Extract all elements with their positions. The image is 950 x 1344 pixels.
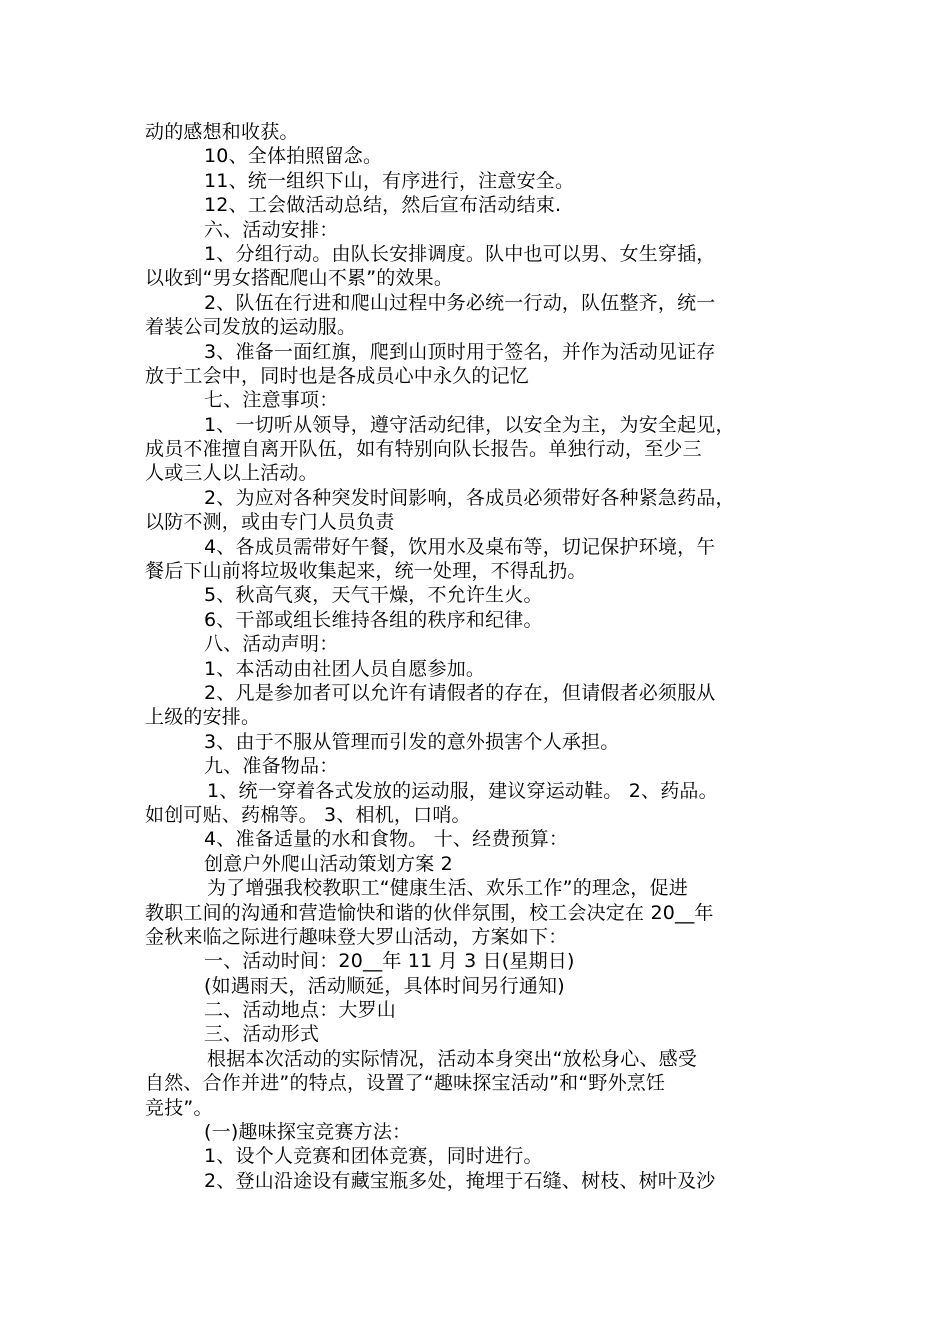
text-line: 金秋来临之际进行趣味登大罗山活动，方案如下： — [145, 925, 568, 948]
text-line: 八、活动声明： — [204, 633, 339, 656]
text-line: 六、活动安排： — [204, 218, 339, 241]
text-line: 着装公司发放的运动服。 — [145, 316, 357, 339]
text-line: 2、凡是参加者可以允许有请假者的存在，但请假者必须服从 — [204, 681, 716, 704]
text-line: 5、秋高气爽，天气干燥，不允许生火。 — [204, 584, 543, 607]
text-line: 2、队伍在行进和爬山过程中务必统一行动，队伍整齐，统一 — [204, 291, 716, 314]
text-line: 根据本次活动的实际情况，活动本身突出“放松身心、感受 — [207, 1047, 698, 1070]
text-line: 3、由于不服从管理而引发的意外损害个人承担。 — [204, 730, 620, 753]
text-line: 为了增强我校教职工“健康生活、欢乐工作”的理念，促进 — [207, 877, 688, 900]
text-line: 成员不准擅自离开队伍，如有特别向队长报告。单独行动，至少三 — [145, 438, 702, 461]
text-line: 放于工会中，同时也是各成员心中永久的记忆 — [145, 364, 530, 387]
text-line: 自然、合作并进”的特点，设置了“趣味探宝活动”和“野外烹饪 — [145, 1072, 666, 1095]
text-line: 1、统一穿着各式发放的运动服，建议穿运动鞋。 2、药品。 — [207, 779, 718, 802]
text-line: 七、注意事项： — [204, 389, 339, 412]
text-line: 如创可贴、药棉等。 3、相机，口哨。 — [145, 803, 471, 826]
text-line: 教职工间的沟通和营造愉快和谐的伙伴氛围，校工会决定在 20__年 — [145, 901, 714, 924]
text-line: 11、统一组织下山，有序进行，注意安全。 — [204, 169, 575, 192]
text-line: 一、活动时间：20__年 11 月 3 日(星期日) — [204, 950, 575, 973]
text-line: 4、准备适量的水和食物。 十、经费预算： — [204, 828, 569, 851]
text-line: 创意户外爬山活动策划方案 2 — [204, 852, 453, 875]
text-line: 3、准备一面红旗，爬到山顶时用于签名，并作为活动见证存 — [204, 340, 716, 363]
text-line: 以收到“男女搭配爬山不累”的效果。 — [145, 267, 454, 290]
text-line: 竞技”。 — [145, 1096, 213, 1119]
text-line: 1、本活动由社团人员自愿参加。 — [204, 657, 486, 680]
text-line: 餐后下山前将垃圾收集起来，统一处理，不得乱扔。 — [145, 560, 587, 583]
text-line: 二、活动地点：大罗山 — [204, 999, 397, 1022]
text-line: 10、全体拍照留念。 — [204, 145, 383, 168]
text-line: 2、登山沿途设有藏宝瓶多处，掩埋于石缝、树枝、树叶及沙 — [204, 1169, 716, 1192]
text-line: 人或三人以上活动。 — [145, 462, 318, 485]
text-line: 九、准备物品： — [204, 755, 339, 778]
text-line: 12、工会做活动总结，然后宣布活动结束. — [204, 194, 562, 217]
text-line: 三、活动形式 — [204, 1023, 320, 1046]
text-line: (如遇雨天，活动顺延，具体时间另行通知) — [204, 974, 565, 997]
text-line: (一)趣味探宝竞赛方法： — [204, 1121, 412, 1144]
text-line: 2、为应对各种突发时间影响，各成员必须带好各种紧急药品， — [204, 486, 735, 509]
text-line: 1、分组行动。由队长安排调度。队中也可以男、女生穿插， — [204, 242, 716, 265]
text-line: 上级的安排。 — [145, 706, 261, 729]
text-line: 4、各成员需带好午餐，饮用水及桌布等，切记保护环境，午 — [204, 535, 716, 558]
text-line: 1、设个人竞赛和团体竞赛，同时进行。 — [204, 1145, 543, 1168]
text-line: 动的感想和收获。 — [145, 121, 299, 143]
text-line: 以防不测，或由专门人员负责 — [145, 511, 395, 534]
text-line: 1、一切听从领导，遵守活动纪律，以安全为主，为安全起见， — [204, 413, 735, 436]
text-line: 6、干部或组长维持各组的秩序和纪律。 — [204, 608, 543, 631]
